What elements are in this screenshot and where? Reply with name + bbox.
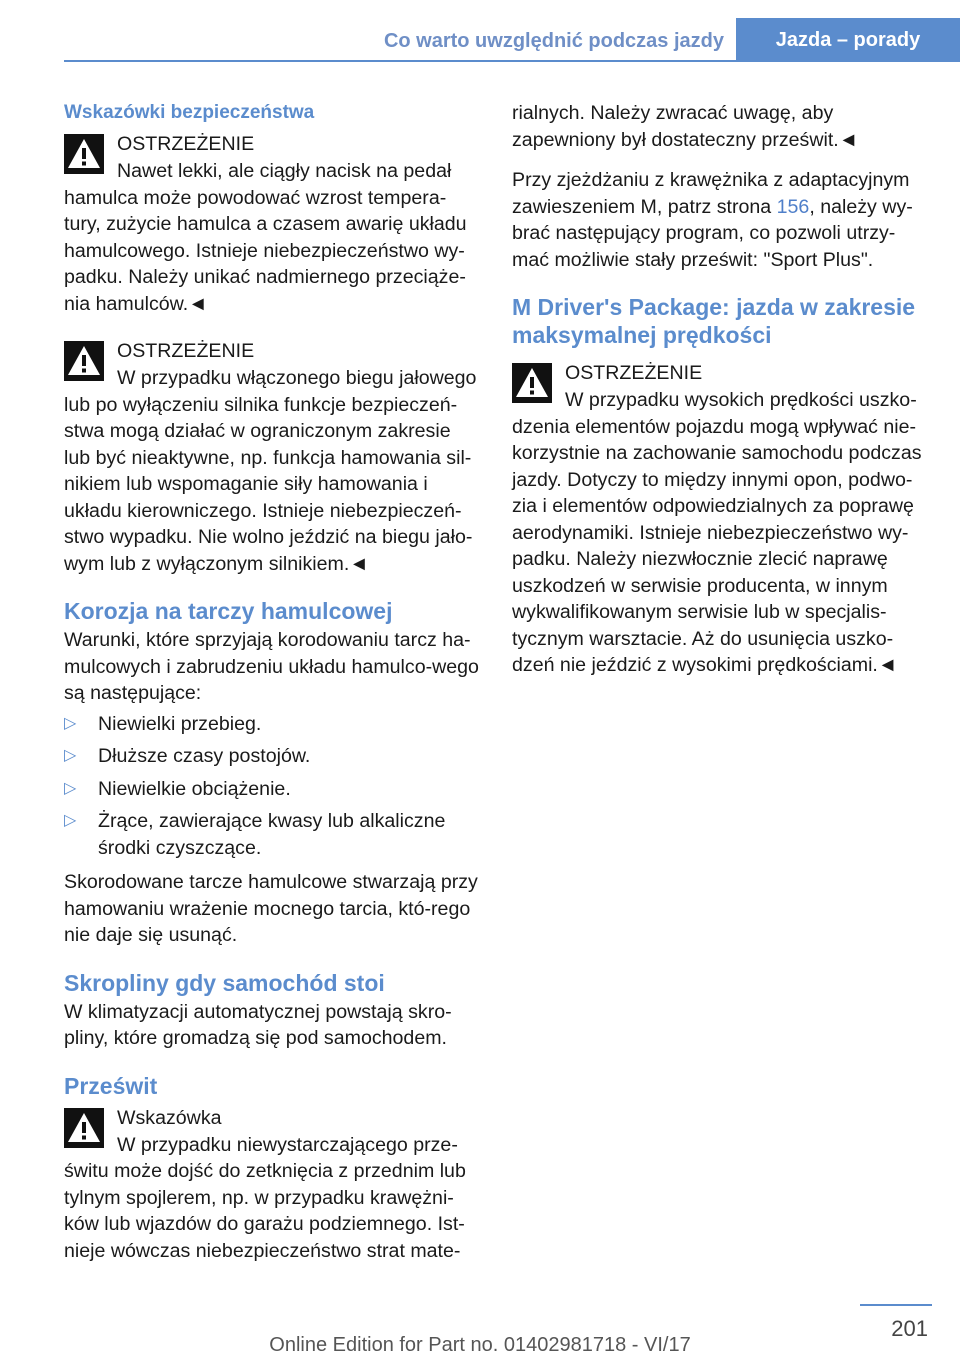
warning-triangle-icon [512,363,552,403]
warning-title: OSTRZEŻENIE [565,362,703,384]
triangle-bullet-icon: ▷ [64,812,77,829]
warning-title: OSTRZEŻENIE [117,340,255,362]
corrosion-outro: Skorodowane tarcze hamulcowe stwarzają przy hamowaniu wrażenie mocnego tarcia, któ-rego nie daje się usunąć. [64,871,478,946]
corrosion-list [64,711,482,862]
warning-triangle-icon [64,341,104,381]
note-title: Wskazówka [117,1106,222,1129]
page-header [0,0,960,62]
page-number: 201 [891,1316,928,1341]
mdriver-heading: M Driver's Package: jazda w zakresie maksymalnej prędkości [512,294,916,348]
triangle-bullet-icon: ▷ [64,714,77,732]
clearance-continued: rialnych. Należy zwracać uwagę, aby zapewniony był dostateczny prześwit.◄ [512,102,859,151]
triangle-bullet-icon: ▷ [64,779,77,797]
warning-title: OSTRZEŻENIE [117,133,255,155]
condensate-heading: Skropliny gdy samochód stoi [64,969,385,996]
clearance-heading: Prześwit [64,1072,158,1099]
corrosion-intro: Warunki, które sprzyjają korodowaniu tarcz ha-mulcowych i zabrudzeniu układu hamulco-wego są następujące: [64,629,479,704]
clearance-note-block [64,1104,482,1265]
curb-paragraph: Przy zjeżdżaniu z krawężnika z adaptacyjnym zawieszeniem M, patrz strona 156, należy wy-brać następujący program, co pozwoli utrzy-mać możliwie stały prześwit: "Sport Plus". [512,169,913,271]
list-item: ▷ Niewielki przebieg. [64,711,482,738]
corrosion-heading: Korozja na tarczy hamulcowej [64,598,393,624]
list-item: ▷ Niewielkie obciążenie. [64,776,482,803]
warning-block-1 [64,130,482,317]
footer-rule [860,1304,932,1306]
note-text: W przypadku niewystarczającego prze-świtu może dojść do zetknięcia z przednim lub tylnym spojlerem, np. w przypadku krawężni-ków lub wjazdów do garażu podziemnego. Ist-nieje wówczas niebezpieczeństwo strat mate- [64,1133,466,1262]
list-item: ▷ Żrące, zawierające kwasy lub alkaliczne środki czyszczące. [64,810,446,859]
header-chapter-tab: Jazda – porady [736,18,960,62]
list-item: ▷ Dłuższe czasy postojów. [64,743,482,770]
condensate-text: W klimatyzacji automatycznej powstają skro-pliny, które gromadzą się pod samochodem. [64,1000,452,1049]
footer-edition: Online Edition for Part no. 01402981718 - VI/17 [269,1334,691,1356]
page-link-156[interactable]: 156 [776,195,810,218]
warning-text: W przypadku wysokich prędkości uszko-dzenia elementów pojazdu mogą wpływać nie-korzystnie na zachowanie samochodu podczas jazdy. Dotyczy to między innymi opon, podwo-zia i elementów odpowiedzialnych za poprawę aerodynamiki. Istnieje niebezpieczeństwo wy-padku. Należy niezwłocznie zlecić naprawę uszkodzeń w serwisie producenta, w innym wykwalifikowanym serwisie lub w specjalis-tycznym warsztacie. Aż do usunięcia uszko-dzeń nie jeździć z wysokimi prędkościami.◄ [512,389,922,676]
right-column [512,100,932,699]
warning-text: Nawet lekki, ale ciągły nacisk na pedał hamulca może powodować wzrost tempera-tury, zużycie hamulca a czasem awarię układu hamulcowego. Istnieje niebezpieczeństwo wy-padku. Należy unikać nadmiernego przeciąże-nia hamulców.◄ [64,160,467,315]
safety-heading: Wskazówki bezpieczeństwa [64,102,315,123]
header-rule [64,60,960,62]
warning-triangle-icon [64,134,104,174]
header-section-title: Co warto uwzględnić podczas jazdy [383,30,724,52]
warning-triangle-icon [64,1108,104,1148]
warning-text: W przypadku włączonego biegu jałowego lub po wyłączeniu silnika funkcje bezpieczeń-stwa mogą działać w ograniczonym zakresie lub być nieaktywne, np. funkcja hamowania sil-nikiem lub wspomaganie siły hamowania i układu kierowniczego. Istnieje niebezpieczeń-stwo wypadku. Nie wolno jeździć na biegu jało-wym lub z wyłączonym silnikiem.◄ [64,367,477,575]
left-column [64,100,482,1284]
warning-block-3 [512,359,932,679]
triangle-bullet-icon: ▷ [64,747,77,764]
warning-block-2 [64,337,482,577]
